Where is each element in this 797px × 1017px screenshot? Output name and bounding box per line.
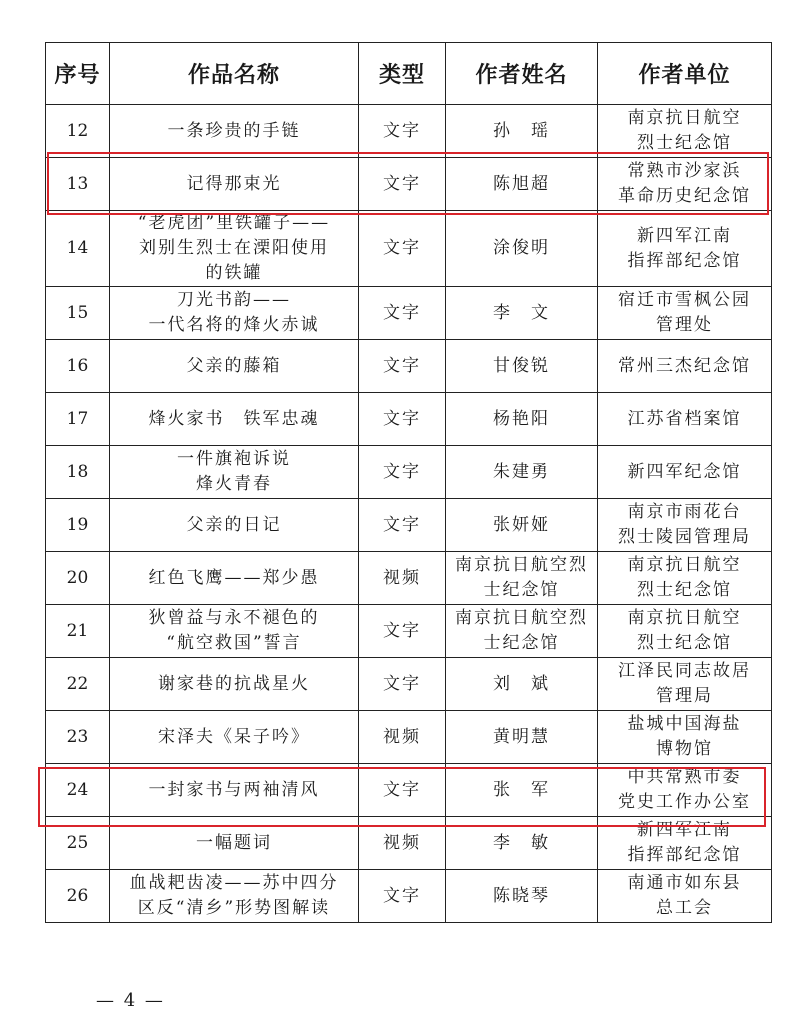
header-serial: 序号 [46,43,110,105]
cell-line: 刘别生烈士在溧阳使用 [139,238,329,258]
cell-author-unit [598,499,772,552]
cell-line: 新四军江南 [637,225,732,246]
cell-serial: 20 [46,552,110,605]
cell-serial: 24 [46,764,110,817]
cell-line: 烈士纪念馆 [637,580,732,600]
cell-work-title [110,393,359,446]
cell-line: 江泽民同志故居 [618,661,751,681]
cell-author-name [446,446,598,499]
cell-author-unit [598,158,772,211]
table-row [46,393,772,446]
cell-line: 血战耙齿凌——苏中四分 [129,873,339,893]
cell-author-name [446,870,598,923]
cell-line: 管理局 [656,686,713,706]
cell-line: 烽火家书 铁军忠魂 [148,408,320,429]
cell-line: 南京抗日航空 [627,608,742,628]
cell-type: 视频 [359,817,446,870]
cell-line: 张 军 [493,779,550,800]
cell-line: 李 文 [493,302,550,323]
cell-line: “航空救国”誓言 [166,633,302,653]
table-row [46,764,772,817]
cell-author-name [446,711,598,764]
cell-work-title [110,211,359,287]
cell-author-name [446,552,598,605]
table-row [46,605,772,658]
cell-serial: 13 [46,158,110,211]
cell-line: 南京抗日航空 [627,108,742,128]
cell-line: 中共常熟市委 [627,767,742,787]
cell-type: 文字 [359,158,446,211]
table-row [46,552,772,605]
cell-line: 盐城中国海盐 [627,714,742,734]
cell-line: 南京抗日航空烈 [455,608,588,628]
cell-serial: 14 [46,211,110,287]
cell-line: 李 敏 [493,832,550,853]
cell-line: 刘 斌 [493,673,550,694]
cell-type: 文字 [359,658,446,711]
cell-line: 谢家巷的抗战星火 [158,673,310,694]
cell-work-title [110,870,359,923]
cell-line: 一件旗袍诉说 [177,449,291,469]
cell-line: 陈旭超 [493,173,550,194]
cell-line: 总工会 [656,898,713,918]
cell-line: 党史工作办公室 [618,792,751,812]
cell-line: 一封家书与两袖清风 [148,779,320,800]
cell-line: 南京抗日航空 [627,555,742,575]
cell-line: 指挥部纪念馆 [627,250,742,271]
cell-line: 孙 瑶 [493,120,550,141]
cell-line: 新四军江南 [637,820,732,840]
table-row [46,446,772,499]
cell-author-name [446,499,598,552]
cell-author-name [446,817,598,870]
table-header-row [46,43,772,105]
cell-author-name [446,105,598,158]
table-row [46,711,772,764]
cell-work-title [110,658,359,711]
cell-serial: 21 [46,605,110,658]
header-work-title: 作品名称 [110,43,359,105]
cell-serial: 19 [46,499,110,552]
cell-work-title [110,605,359,658]
cell-work-title [110,158,359,211]
header-type: 类型 [359,43,446,105]
cell-serial: 25 [46,817,110,870]
cell-serial: 15 [46,287,110,340]
cell-line: 红色飞鹰——郑少愚 [148,567,320,588]
table-row [46,211,772,287]
cell-line: 张妍娅 [493,514,550,535]
cell-author-unit [598,287,772,340]
cell-line: 黄明慧 [493,726,550,747]
cell-work-title [110,340,359,393]
cell-line: 烈士纪念馆 [637,633,732,653]
cell-line: 常熟市沙家浜 [627,161,742,181]
cell-line: 革命历史纪念馆 [618,186,751,206]
cell-line: 杨艳阳 [493,408,550,429]
cell-type: 文字 [359,211,446,287]
cell-author-name [446,287,598,340]
cell-author-name [446,764,598,817]
cell-line: 甘俊锐 [493,355,550,376]
cell-work-title [110,552,359,605]
cell-line: 记得那束光 [186,173,282,194]
cell-author-name [446,158,598,211]
table-row [46,658,772,711]
cell-type: 视频 [359,552,446,605]
cell-line: 烈士纪念馆 [637,133,732,153]
cell-line: 涂俊明 [493,238,550,258]
cell-work-title [110,499,359,552]
cell-line: 常州三杰纪念馆 [618,355,751,376]
table-row [46,870,772,923]
cell-line: 指挥部纪念馆 [627,845,742,865]
header-author-name: 作者姓名 [446,43,598,105]
cell-line: 宋泽夫《呆子吟》 [158,726,310,747]
cell-serial: 18 [46,446,110,499]
cell-line: 父亲的藤箱 [186,355,282,376]
cell-author-unit [598,446,772,499]
cell-author-name [446,211,598,287]
cell-author-unit [598,552,772,605]
cell-line: 新四军纪念馆 [627,461,742,482]
cell-work-title [110,105,359,158]
table-row [46,158,772,211]
cell-type: 文字 [359,764,446,817]
cell-line: 士纪念馆 [483,580,560,600]
cell-type: 文字 [359,605,446,658]
cell-author-name [446,340,598,393]
table-row [46,499,772,552]
cell-work-title [110,711,359,764]
table-row [46,287,772,340]
cell-serial: 22 [46,658,110,711]
page-number: — 4 — [96,990,165,1011]
cell-line: 陈晓琴 [493,885,550,906]
cell-author-unit [598,105,772,158]
cell-author-name [446,605,598,658]
cell-line: 刀光书韵—— [177,290,291,310]
cell-line: 一代名将的烽火赤诚 [148,315,320,335]
cell-type: 视频 [359,711,446,764]
cell-author-unit [598,817,772,870]
cell-type: 文字 [359,446,446,499]
cell-work-title [110,446,359,499]
cell-type: 文字 [359,870,446,923]
cell-type: 文字 [359,105,446,158]
cell-author-unit [598,764,772,817]
table-row [46,105,772,158]
cell-line: 朱建勇 [493,461,550,482]
cell-type: 文字 [359,287,446,340]
cell-line: 烈士陵园管理局 [618,527,751,547]
cell-serial: 16 [46,340,110,393]
cell-line: 士纪念馆 [483,633,560,653]
cell-author-unit [598,393,772,446]
cell-line: 父亲的日记 [186,514,282,535]
cell-type: 文字 [359,393,446,446]
cell-line: 管理处 [656,315,713,335]
cell-author-unit [598,340,772,393]
cell-line: 南京抗日航空烈 [455,555,588,575]
cell-line: 区反“清乡”形势图解读 [137,898,331,918]
cell-serial: 26 [46,870,110,923]
cell-line: 烽火青春 [196,474,272,494]
cell-line: 一条珍贵的手链 [167,120,301,141]
cell-line: 一幅题词 [196,832,272,853]
cell-line: 狄曾益与永不褪色的 [148,608,320,628]
cell-author-name [446,393,598,446]
cell-serial: 23 [46,711,110,764]
table-row [46,817,772,870]
cell-work-title [110,287,359,340]
header-author-unit: 作者单位 [598,43,772,105]
cell-author-name [446,658,598,711]
table-row [46,340,772,393]
cell-serial: 12 [46,105,110,158]
cell-line: 南京市雨花台 [627,502,742,522]
cell-work-title [110,764,359,817]
cell-line: 博物馆 [656,739,713,759]
cell-author-unit [598,870,772,923]
cell-author-unit [598,605,772,658]
cell-author-unit [598,211,772,287]
cell-author-unit [598,711,772,764]
cell-line: “老虎团”里铁罐子—— [137,213,331,233]
awards-table [45,42,772,923]
cell-work-title [110,817,359,870]
cell-serial: 17 [46,393,110,446]
cell-line: 江苏省档案馆 [627,408,742,429]
cell-type: 文字 [359,499,446,552]
cell-line: 南通市如东县 [627,873,742,893]
cell-type: 文字 [359,340,446,393]
cell-line: 的铁罐 [205,263,263,283]
cell-line: 宿迁市雪枫公园 [618,290,751,310]
cell-author-unit [598,658,772,711]
